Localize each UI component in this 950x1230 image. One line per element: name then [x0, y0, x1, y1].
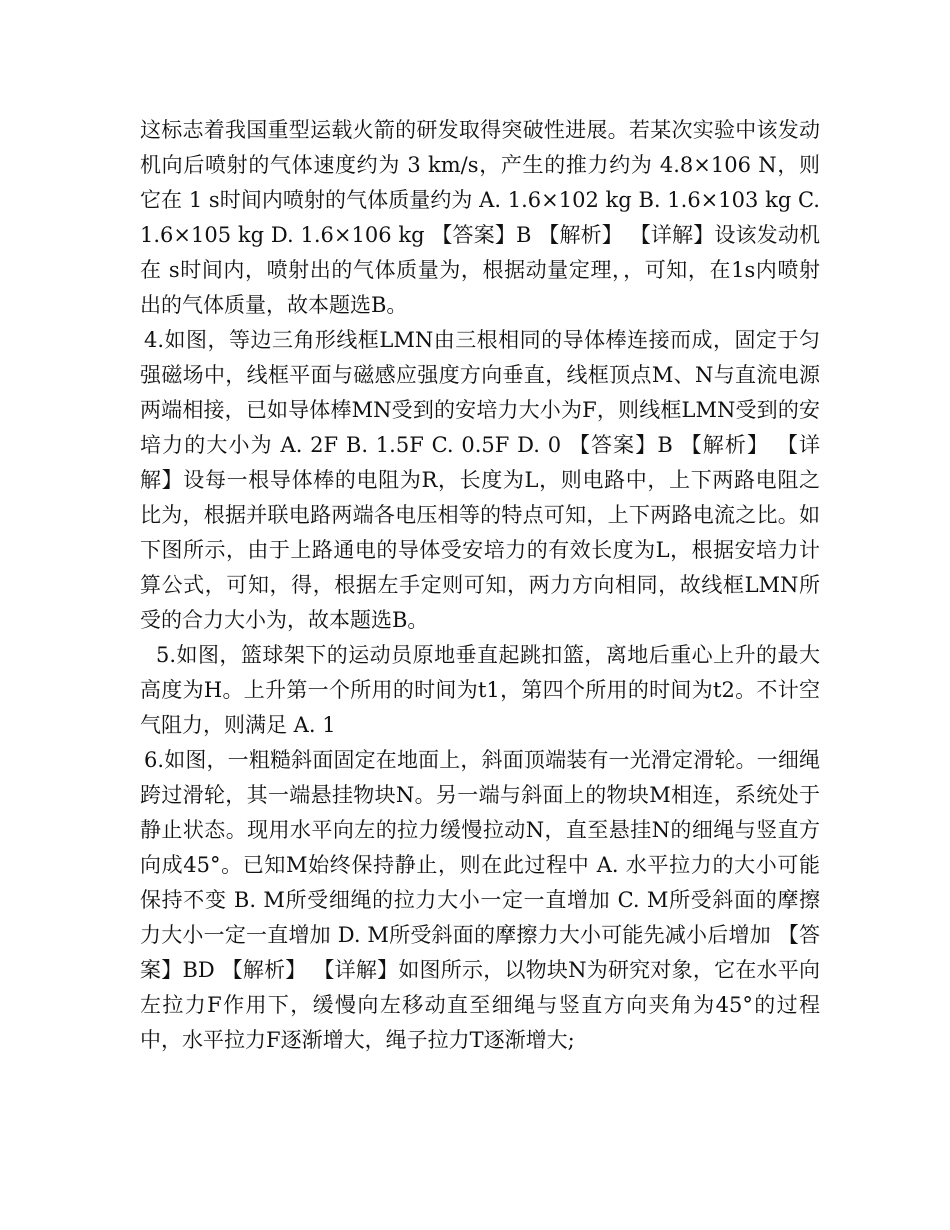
paragraph-question-4: 4.如图，等边三角形线框LMN由三根相同的导体棒连接而成，固定于匀强磁场中，线框平面与磁感应强度方向垂直，线框顶点M、N与直流电源两端相接，已如导体棒MN受到的安培力大小为F，则线框LMN受到的安培力的大小为 A. 2F B. 1.5F C. 0.5F D. 0 【答案】B 【解析】 【详解】设每一根导体棒的电阻为R，长度为L，则电路中，上下两路电阻之比为，根据并联电路两端各电压相等的特点可知，上下两路电流之比。如下图所示，由于上路通电的导体受安培力的有效长度为L，根据安培力计算公式，可知，得，根据左手定则可知，两力方向相同，故线框LMN所受的合力大小为，故本题选B。: [140, 328, 820, 632]
paragraph-question-5: 5.如图，篮球架下的运动员原地垂直起跳扣篮，离地后重心上升的最大高度为H。上升第一个所用的时间为t1，第四个所用的时间为t2。不计空气阻力，则满足 A. 1: [140, 643, 820, 737]
document-body: [140, 113, 820, 1058]
paragraph-rocket-thrust: 这标志着我国重型运载火箭的研发取得突破性进展。若某次实验中该发动机向后喷射的气体速度约为 3 km/s，产生的推力约为 4.8×106 N，则它在 1 s时间内喷射的气体质量约为 A. 1.6×102 kg B. 1.6×103 kg C. 1.6×105 kg D. 1.6×106 kg 【答案】B 【解析】 【详解】设该发动机在 s时间内，喷射出的气体质量为，根据动量定理，，可知，在1s内喷射出的气体质量，故本题选B。: [140, 118, 820, 317]
paragraph-question-6: 6.如图，一粗糙斜面固定在地面上，斜面顶端装有一光滑定滑轮。一细绳跨过滑轮，其一端悬挂物块N。另一端与斜面上的物块M相连，系统处于静止状态。现用水平向左的拉力缓慢拉动N，直至悬挂N的细绳与竖直方向成45°。已知M始终保持静止，则在此过程中 A. 水平拉力的大小可能保持不变 B. M所受细绳的拉力大小一定一直增加 C. M所受斜面的摩擦力大小一定一直增加 D. M所受斜面的摩擦力大小可能先减小后增加 【答案】BD 【解析】 【详解】如图所示，以物块N为研究对象，它在水平向左拉力F作用下，缓慢向左移动直至细绳与竖直方向夹角为45°的过程中，水平拉力F逐渐增大，绳子拉力T逐渐增大;: [140, 748, 820, 1052]
